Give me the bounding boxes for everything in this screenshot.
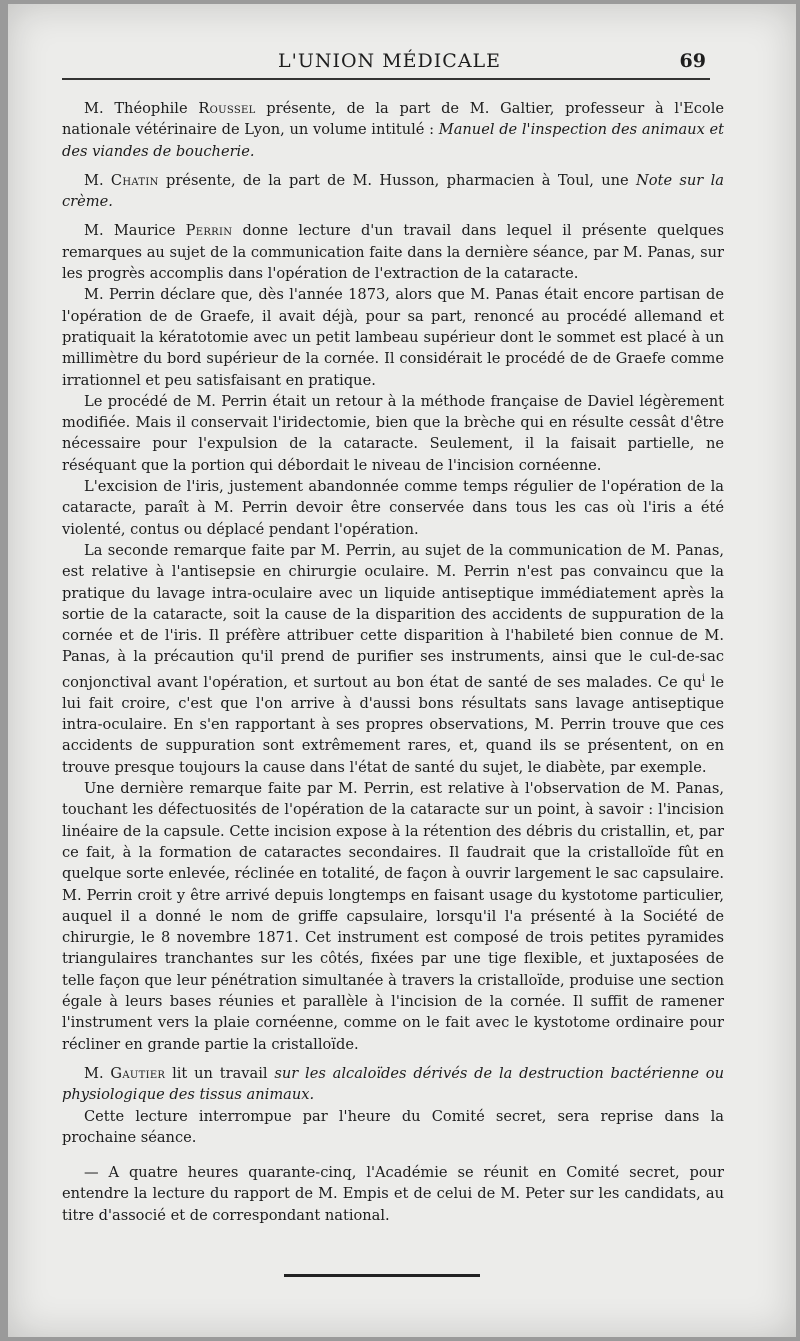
text-run: La seconde remarque faite par M. Perrin, au sujet de la communication de M. Panas, est relative à l'antisepsie en chirurgie oculaire. M. Perrin n'est pas convaincu que la pratique du lavage intra-oculaire avec un liquide antiseptique immédiatement après la sortie de la cataracte, soit la cause de la disparition des accidents de suppuration de la cornée et de l'iris. Il préfère attribuer cette disparition à l'habileté bien connue de M. Panas, à la précaution qu'il prend de purifier ses instruments, ainsi que le cul-de-sac conjonctival avant l'opération, et surtout au bon état de santé de ses malades. Ce qu [62,541,724,691]
paragraph-perrin-declare: M. Perrin déclare que, dès l'année 1873, alors que M. Panas était encore partisan de l'opération de de Graefe, il avait déjà, pour sa part, renoncé au procédé allemand et pratiquait la kératotomie avec un petit lambeau supérieur dont le sommet est placé à un millimètre du bord supérieur de la cornée. Il considérait le procédé de de Graefe comme irrationnel et peu satisfaisant en pratique. [62,286,724,389]
end-rule [284,1274,480,1277]
paragraph-chatin [62,170,724,213]
paragraph-roussel [62,98,724,162]
paragraph-perrin-procede: Le procédé de M. Perrin était un retour à la méthode française de Daviel légèrement modifiée. Mais il conservait l'iridectomie, bien que la brèche qui en résulte cessât d'être nécessaire pour l'expulsion de la cataracte. Seulement, il la faisait partielle, ne réséquant que la portion qui débordait le niveau de l'incision cornéenne. [62,392,724,474]
paragraph-capsule: Une dernière remarque faite par M. Perrin, est relative à l'observation de M. Panas, touchant les défectuosités de l'opération de la cataracte sur un point, à savoir : l'incision linéaire de la capsule. Cette incision expose à la rétention des débris du cristallin, et, par ce fait, à la formation de cataractes secondaires. Il faudrait que la cristalloïde fût en quelque sorte enlevée, réclinée en totalité, de façon à ouvrir largement le sac capsulaire. M. Perrin croit y être arrivé depuis longtemps en faisant usage du kystotome particulier, auquel il a donné le nom de griffe capsulaire, lorsqu'il l'a présenté à la Société de chirurgie, le 8 novembre 1871. Cet instrument est composé de trois petites pyramides triangulaires tranchantes sur les côtés, fixées par une tige flexible, et juxtaposées de telle façon que leur pénétration simultanée à travers la cristalloïde, produise une section égale à leurs bases réunies et parallèle à l'incision de la cornée. Il suffit de ramener l'instrument vers la plaie cornéenne, comme on le fait avec le kystotome ordinaire pour récliner en grande partie la cristalloïde. [62,780,724,1053]
note-title: Note sur la crème. [62,171,724,211]
author-name: Chatin [110,171,159,189]
author-name: Gautier [110,1064,166,1082]
book-title: Manuel de l'inspection des animaux et des viandes de boucherie. [62,121,724,160]
text-run: M. Maurice [84,222,186,240]
page-number: 69 [679,50,706,72]
paragraph-excision-iris: L'excision de l'iris, justement abandonnée comme temps régulier de l'opération de la cataracte, paraît à M. Perrin devoir être conservée dans tous les cas où l'iris a été violenté, contus ou déplacé pendant l'opération. [62,478,724,538]
text-run: donne lecture d'un travail dans lequel il présente quelques remarques au sujet de la communication faite dans la dernière séance, par M. Panas, sur les progrès accomplis dans l'opération de l'extraction de la cataracte. [62,222,724,283]
text-run: M. [84,1064,111,1082]
author-name: Roussel [198,100,256,117]
article-body [62,98,724,1226]
text-run: le lui fait croire, c'est que l'on arrive à d'aussi bons résultats sans lavage antiseptique intra-oculaire. En s'en rapportant à ses propres observations, M. Perrin trouve que ces accidents de suppuration sont extrêmement rares, et, quand ils se présentent, on en trouve presque toujours la cause dans l'état de santé du sujet, le diabète, par exemple. [62,673,724,776]
paragraph-antisepsie [62,540,724,778]
paragraph-gautier [62,1063,724,1106]
work-title: sur les alcaloïdes dérivés de la destruction bactérienne ou physiologique des tissus animaux. [62,1064,724,1104]
text-run: M. [84,171,111,189]
page-header [8,50,796,80]
author-name: Perrin [185,222,233,240]
text-run: présente, de la part de M. Galtier, professeur à l'Ecole nationale vétérinaire de Lyon, un volume intitulé : [62,100,724,139]
header-rule [62,78,710,80]
text-run: lit un travail [165,1064,275,1082]
running-title: L'UNION MÉDICALE [278,50,502,72]
paragraph-perrin-intro [62,220,724,284]
document-page [8,4,796,1337]
text-run: présente, de la part de M. Husson, pharmacien à Toul, une [158,171,637,189]
text-run: M. Théophile [84,100,199,117]
paragraph-comite-secret: — A quatre heures quarante-cinq, l'Académie se réunit en Comité secret, pour entendre la lecture du rapport de M. Empis et de celui de M. Peter sur les candidats, au titre d'associé et de correspondant national. [62,1164,724,1224]
text-run: i [701,672,706,684]
paragraph-lecture-interrompue: Cette lecture interrompue par l'heure du Comité secret, sera reprise dans la prochaine séance. [62,1107,724,1146]
